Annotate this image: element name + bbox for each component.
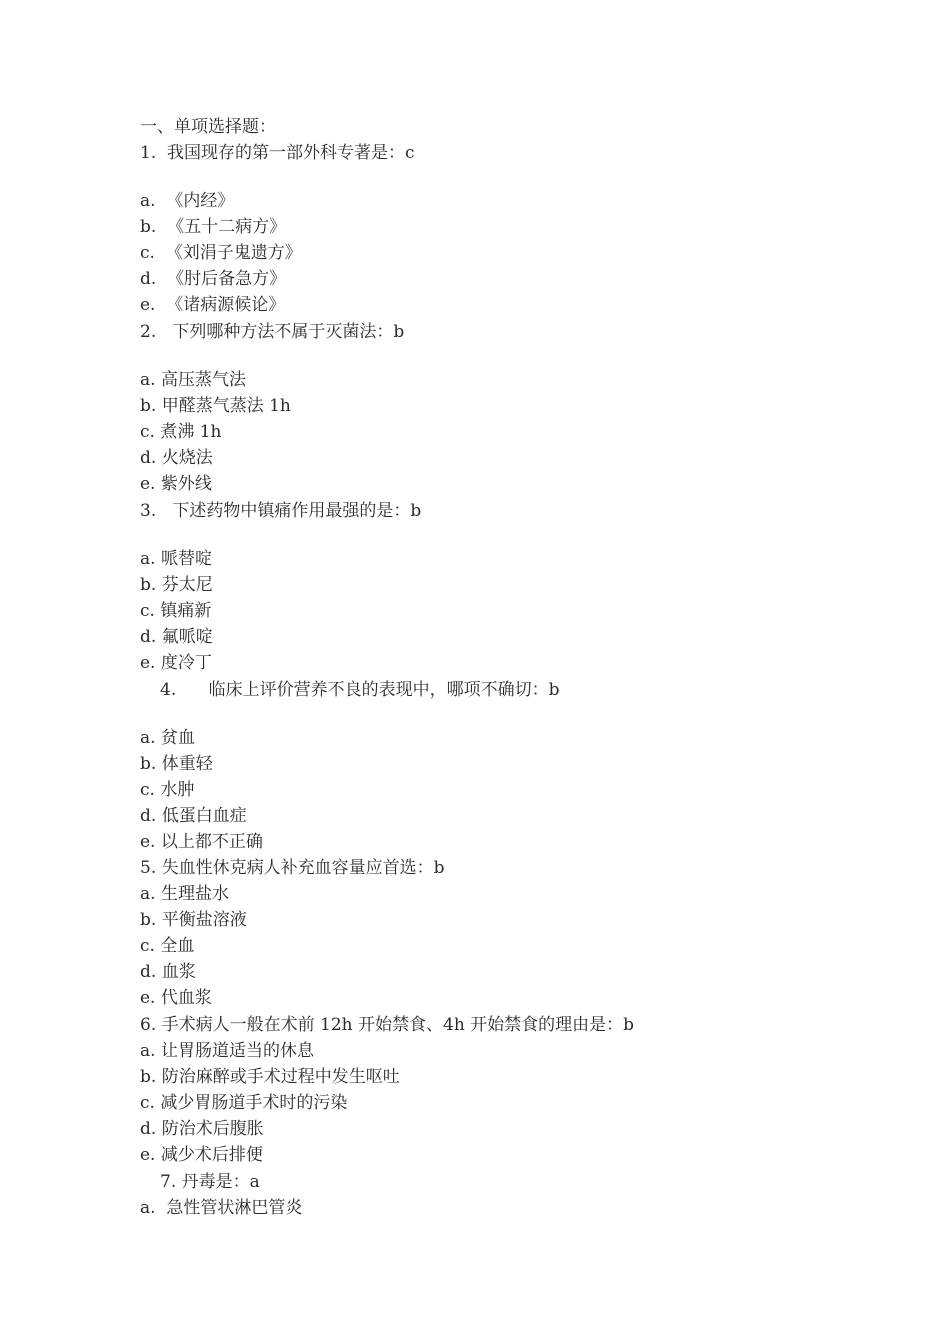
question-4-option-c: c. 水肿	[140, 780, 195, 800]
question-4-stem: 4. 临床上评价营养不良的表现中，哪项不确切：b	[160, 680, 560, 700]
question-6-option-b: b. 防治麻醉或手术过程中发生呕吐	[140, 1067, 400, 1087]
question-1-option-d: d. 《肘后备急方》	[140, 269, 287, 289]
question-6-option-c: c. 减少胃肠道手术时的污染	[140, 1093, 348, 1113]
question-1-stem: 1. 我国现存的第一部外科专著是：c	[140, 143, 415, 163]
section-title: 一、单项选择题：	[140, 117, 276, 137]
question-7-stem: 7. 丹毒是：a	[160, 1172, 260, 1192]
question-5-stem: 5. 失血性休克病人补充血容量应首选：b	[140, 858, 445, 878]
question-5-option-c: c. 全血	[140, 936, 195, 956]
question-2-option-a: a. 高压蒸气法	[140, 370, 246, 390]
question-1-option-c: c. 《刘涓子鬼遗方》	[140, 243, 302, 263]
question-7-option-a: a. 急性管状淋巴管炎	[140, 1198, 303, 1218]
question-3-option-a: a. 哌替啶	[140, 549, 212, 569]
question-1-option-b: b. 《五十二病方》	[140, 217, 287, 237]
question-1-option-e: e. 《诸病源候论》	[140, 295, 286, 315]
question-4-option-b: b. 体重轻	[140, 754, 213, 774]
question-4-option-d: d. 低蛋白血症	[140, 806, 247, 826]
question-5-option-d: d. 血浆	[140, 962, 196, 982]
question-1-option-a: a. 《内经》	[140, 191, 235, 211]
question-3-option-c: c. 镇痛新	[140, 601, 212, 621]
question-3-option-d: d. 氟哌啶	[140, 627, 213, 647]
question-6-option-a: a. 让胃肠道适当的休息	[140, 1041, 314, 1061]
question-2-option-c: c. 煮沸 1h	[140, 422, 222, 442]
question-4-option-e: e. 以上都不正确	[140, 832, 263, 852]
question-2-option-e: e. 紫外线	[140, 474, 212, 494]
question-5-option-b: b. 平衡盐溶液	[140, 910, 247, 930]
question-5-option-e: e. 代血浆	[140, 988, 212, 1008]
question-6-option-d: d. 防治术后腹胀	[140, 1119, 264, 1139]
question-6-option-e: e. 减少术后排便	[140, 1145, 263, 1165]
question-3-option-e: e. 度冷丁	[140, 653, 212, 673]
question-3-stem: 3. 下述药物中镇痛作用最强的是：b	[140, 501, 422, 521]
question-3-option-b: b. 芬太尼	[140, 575, 213, 595]
question-2-option-d: d. 火烧法	[140, 448, 213, 468]
question-6-stem: 6. 手术病人一般在术前 12h 开始禁食、4h 开始禁食的理由是：b	[140, 1015, 635, 1035]
question-2-stem: 2. 下列哪种方法不属于灭菌法：b	[140, 322, 405, 342]
question-2-option-b: b. 甲醛蒸气蒸法 1h	[140, 396, 291, 416]
question-5-option-a: a. 生理盐水	[140, 884, 229, 904]
question-4-option-a: a. 贫血	[140, 728, 195, 748]
